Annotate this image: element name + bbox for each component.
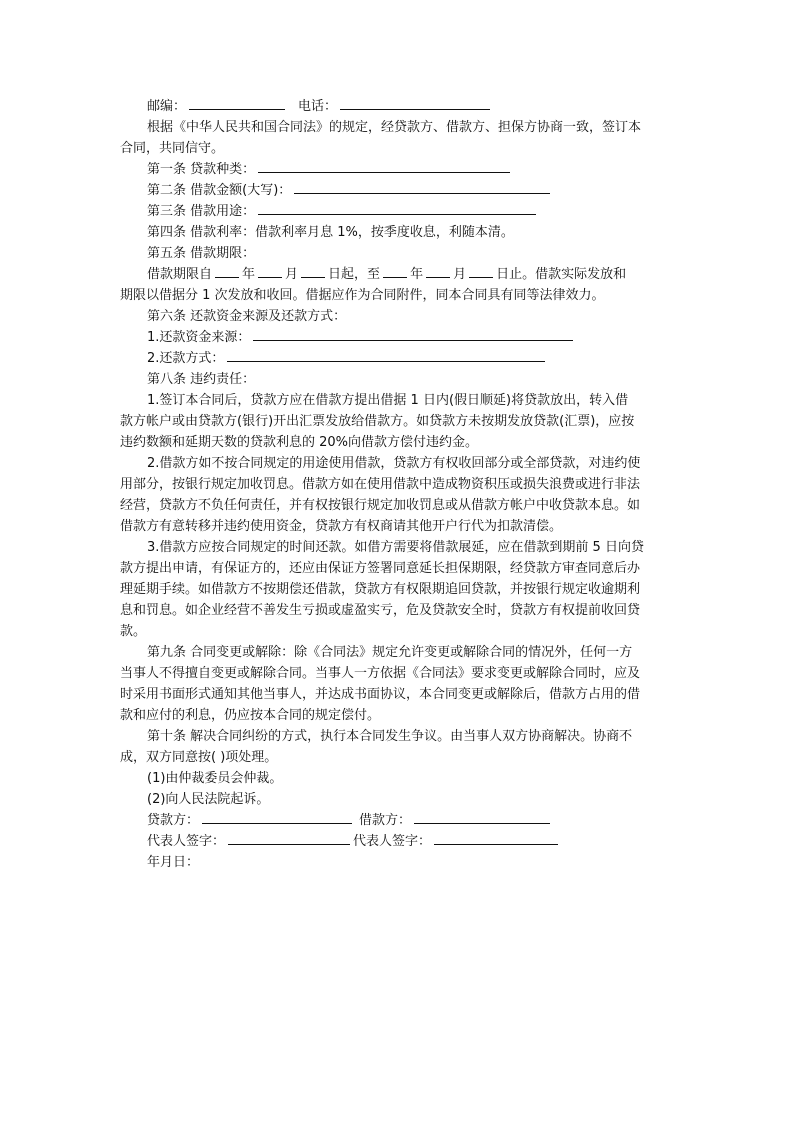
paragraph-2-line: 借款方有意转移并违约使用资金，贷款方有权商请其他开户行代为扣款清偿。 [120, 519, 563, 534]
term-year: 年 [242, 267, 256, 282]
paragraph-3-line: 款。 [120, 624, 147, 639]
term-end: 日止。借款实际发放和 [496, 267, 627, 282]
phone-blank [340, 97, 490, 110]
term-line-2: 期限以借据分 1 次发放和收回。借据应作为合同附件，同本合同具有同等法律效力。 [120, 288, 605, 303]
paragraph-2-line: 经营，贷款方不负任何责任，并有权按银行规定加收罚息或从借款方帐户中收贷款本息。如 [120, 498, 641, 513]
header-line [120, 96, 676, 117]
paragraph-2-line: 用部分，按银行规定加收罚息。借款方如在使用借款中造成物资积压或损失浪费或进行非法 [120, 477, 641, 492]
paragraph-3-line: 3.借款方应按合同规定的时间还款。如借方需要将借款展延，应在借款到期前 5 日向贷 [147, 540, 644, 555]
term-line-1 [120, 264, 676, 285]
article-10-line: 成，双方同意按( )项处理。 [120, 750, 278, 765]
intro-line-2: 合同，共同信守。 [120, 141, 225, 156]
repay-source [120, 327, 676, 348]
article-9-line: 时采用书面形式通知其他当事人，并达成书面协议，本合同变更或解除后，借款方占用的借 [120, 687, 641, 702]
signature-reps [120, 831, 676, 852]
option-2: (2)向人民法院起诉。 [147, 792, 270, 807]
term-to: 日起，至 [328, 267, 381, 282]
signature-date: 年月日： [147, 855, 200, 870]
intro-line-1: 根据《中华人民共和国合同法》的规定，经贷款方、借款方、担保方协商一致，签订本 [147, 120, 642, 135]
loan-amount-blank [294, 181, 550, 194]
article-4: 第四条 借款利率：借款利率月息 1%，按季度收息，利随本清。 [147, 225, 514, 240]
repay-source-blank [253, 328, 573, 341]
contract-body [120, 96, 676, 873]
article-2 [120, 180, 676, 201]
paragraph-1-line: 款方帐户或由贷款方(银行)开出汇票发放给借款方。如贷款方未按期发放贷款(汇票)，应按 [120, 414, 635, 429]
article-8: 第八条 违约责任： [147, 372, 256, 387]
article-9-line: 款和应付的利息，仍应按本合同的规定偿付。 [120, 708, 381, 723]
paragraph-3-line: 理延期手续。如借款方不按期偿还借款，贷款方有权限期追回贷款，并按银行规定收逾期利 [120, 582, 641, 597]
article-9-line: 第九条 合同变更或解除：除《合同法》规定允许变更或解除合同的情况外，任何一方 [147, 645, 633, 660]
postcode-label: 邮编： [147, 99, 187, 114]
loan-purpose-blank [258, 202, 536, 215]
repay-source-label: 1.还款资金来源： [147, 330, 251, 345]
borrower-blank [414, 811, 550, 824]
blank [258, 265, 282, 278]
repay-method-blank [227, 349, 545, 362]
blank [383, 265, 407, 278]
lender-blank [202, 811, 352, 824]
paragraph-1-line: 1.签订本合同后，贷款方应在借款方提出借据 1 日内(假日顺延)将贷款放出，转入借 [147, 393, 629, 408]
paragraph-2-line: 2.借款方如不按合同规定的用途使用借款，贷款方有权收回部分或全部贷款，对违约使 [147, 456, 641, 471]
paragraph-3-line: 息和罚息。如企业经营不善发生亏损或虚盈实亏，危及贷款安全时，贷款方有权提前收回贷 [120, 603, 641, 618]
blank [215, 265, 239, 278]
borrower-rep-blank [434, 832, 558, 845]
term-month: 月 [285, 267, 299, 282]
blank [469, 265, 493, 278]
article-5: 第五条 借款期限： [147, 246, 256, 261]
blank [301, 265, 325, 278]
article-3-label: 第三条 借款用途： [147, 204, 256, 219]
term-year-2: 年 [410, 267, 424, 282]
loan-type-blank [258, 160, 510, 173]
blank [426, 265, 450, 278]
repay-method-label: 2.还款方式： [147, 351, 225, 366]
article-10-line: 第十条 解决合同纠纷的方式，执行本合同发生争议。由当事人双方协商解决。协商不 [147, 729, 633, 744]
article-9-line: 当事人不得擅自变更或解除合同。当事人一方依据《合同法》要求变更或解除合同时，应及 [120, 666, 641, 681]
article-2-label: 第二条 借款金额(大写)： [147, 183, 292, 198]
repay-method [120, 348, 676, 369]
lender-label: 贷款方： [147, 813, 200, 828]
postcode-blank [189, 97, 285, 110]
option-1: (1)由仲裁委员会仲裁。 [147, 771, 283, 786]
article-1-label: 第一条 贷款种类： [147, 162, 256, 177]
signature-parties [120, 810, 676, 831]
article-6: 第六条 还款资金来源及还款方式： [147, 309, 347, 324]
lender-rep-label: 代表人签字： [147, 834, 226, 849]
borrower-rep-label: 代表人签字： [353, 834, 432, 849]
article-3 [120, 201, 676, 222]
article-1 [120, 159, 676, 180]
lender-rep-blank [228, 832, 350, 845]
phone-label: 电话： [298, 99, 338, 114]
term-from: 借款期限自 [147, 267, 213, 282]
borrower-label: 借款方： [359, 813, 412, 828]
term-month-2: 月 [453, 267, 467, 282]
paragraph-3-line: 款方提出申请，有保证方的，还应由保证方签署同意延长担保期限，经贷款方审查同意后办 [120, 561, 641, 576]
paragraph-1-line: 违约数额和延期天数的贷款利息的 20%向借款方偿付违约金。 [120, 435, 479, 450]
